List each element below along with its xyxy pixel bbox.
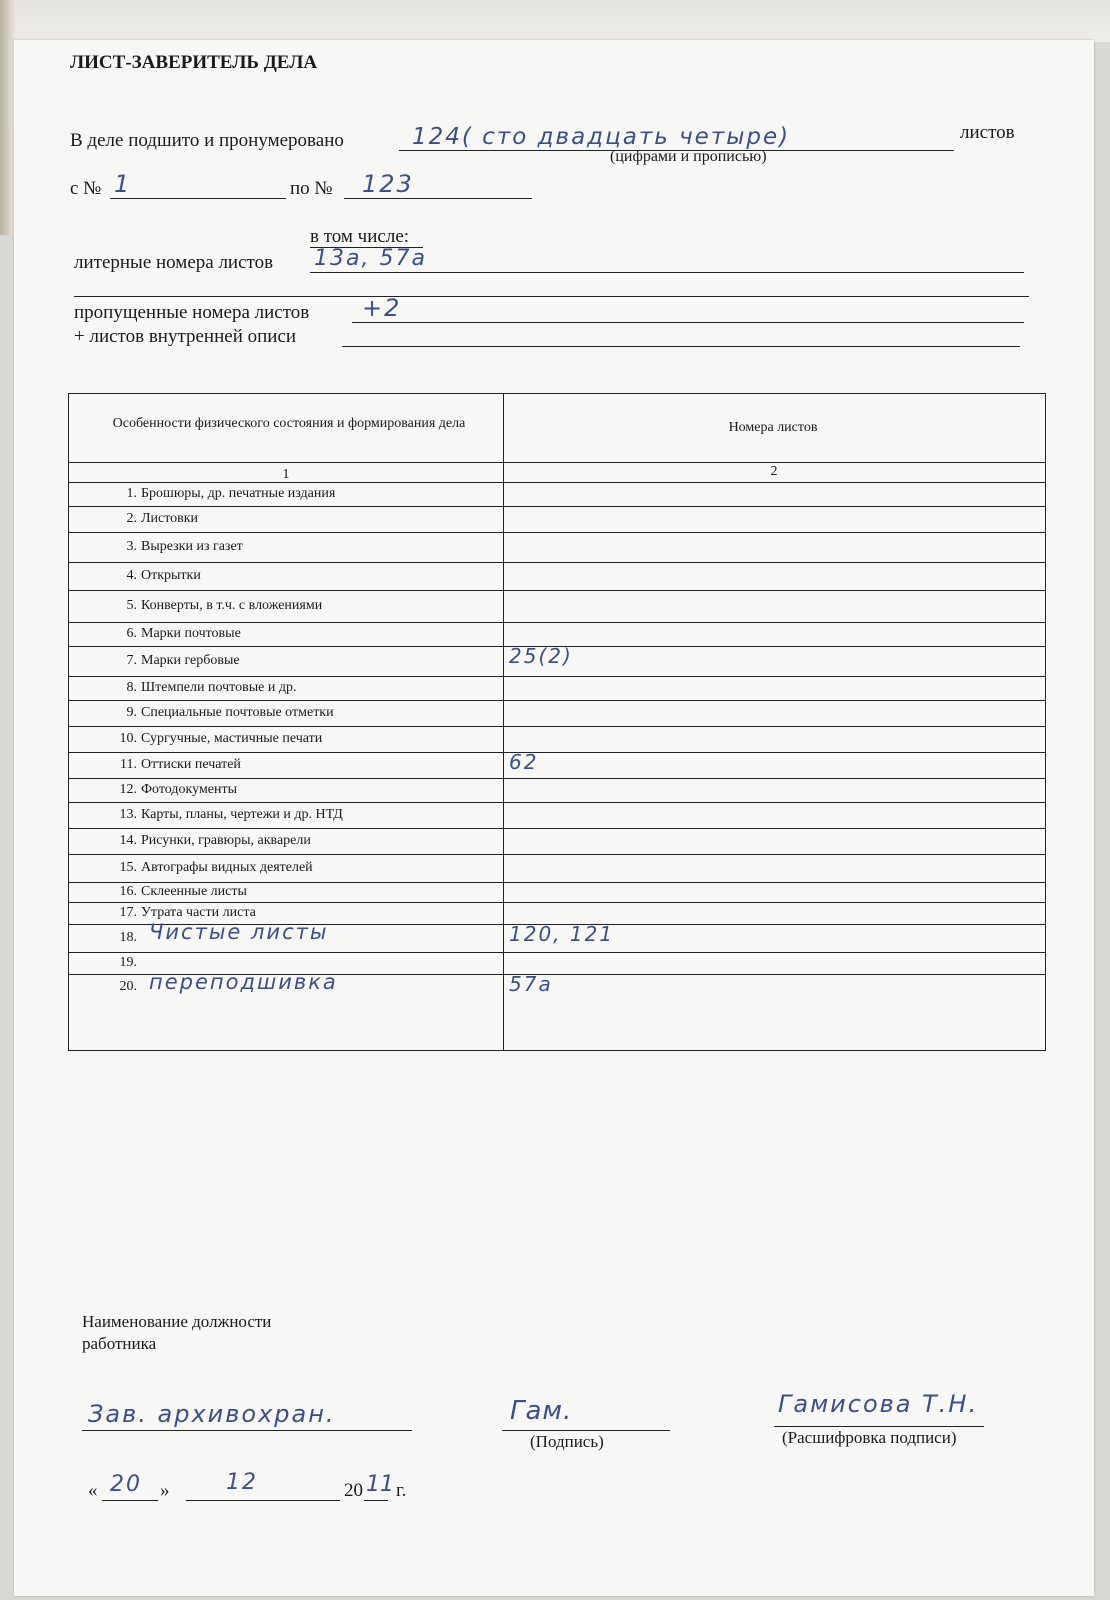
table-row-number: 13. xyxy=(119,806,137,822)
table-row-separator xyxy=(69,854,1045,855)
table-row-sheet-numbers: 62 xyxy=(509,750,539,774)
date-suffix: г. xyxy=(396,1480,407,1501)
table-header-sheet-numbers: Номера листов xyxy=(728,420,818,435)
position-label-line2: работника xyxy=(82,1334,157,1353)
table-row-label: Карты, планы, чертежи и др. НТД xyxy=(141,806,343,822)
document-page xyxy=(14,40,1094,1596)
table-col1-number: 1 xyxy=(282,467,290,482)
missing-numbers-value: +2 xyxy=(362,294,402,322)
table-row-number: 15. xyxy=(119,859,137,875)
table-row-number: 10. xyxy=(119,730,137,746)
stitched-count-handwritten: 124( сто двадцать четыре) xyxy=(412,124,791,150)
signature-underline xyxy=(502,1430,670,1431)
table-row-label: Брошюры, др. печатные издания xyxy=(141,485,336,501)
letter-numbers-value: 13а, 57а xyxy=(314,246,427,271)
range-to-label: по № xyxy=(290,178,333,199)
table-row-separator xyxy=(69,726,1045,727)
letter-numbers-underline xyxy=(310,272,1024,273)
range-from-value: 1 xyxy=(114,170,132,198)
table-row-separator xyxy=(69,952,1045,953)
date-open-quote: « xyxy=(88,1480,98,1501)
table-row-handwritten-label: Чистые листы xyxy=(149,920,329,944)
table-header-separator xyxy=(69,462,1045,463)
table-row-sheet-numbers: 57а xyxy=(509,972,553,996)
table-row-label: Листовки xyxy=(141,510,199,526)
table-row-number: 16. xyxy=(119,883,137,899)
document-title: ЛИСТ-ЗАВЕРИТЕЛЬ ДЕЛА xyxy=(70,52,318,73)
table-row-label: Специальные почтовые отметки xyxy=(141,704,334,720)
table-row-label: Склеенные листы xyxy=(141,883,247,899)
table-row-number: 3. xyxy=(126,538,137,554)
table-row-separator xyxy=(69,802,1045,803)
table-row-number: 14. xyxy=(119,832,137,848)
table-row-separator xyxy=(69,482,1045,483)
table-row-sheet-numbers: 25(2) xyxy=(509,644,573,668)
table-row-label: Оттиски печатей xyxy=(141,756,241,772)
table-row-label: Марки гербовые xyxy=(141,652,240,668)
table-row-separator xyxy=(69,590,1045,591)
date-year-underline xyxy=(364,1500,388,1501)
date-month-underline xyxy=(186,1500,340,1501)
date-close-quote: » xyxy=(160,1480,170,1501)
table-row-label: Фотодокументы xyxy=(141,781,238,797)
table-row-separator xyxy=(69,506,1045,507)
table-row-label: Штемпели почтовые и др. xyxy=(141,679,297,695)
date-month: 12 xyxy=(226,1470,258,1495)
table-row-separator xyxy=(69,532,1045,533)
table-row-number: 5. xyxy=(126,597,137,613)
decoding-underline xyxy=(774,1426,984,1427)
table-row-number: 2. xyxy=(126,510,137,526)
stitched-suffix: листов xyxy=(960,122,1015,143)
range-to-value: 123 xyxy=(362,170,414,198)
table-row-number: 1. xyxy=(126,485,137,501)
table-row-label: Марки почтовые xyxy=(141,625,241,641)
table-row-label: Вырезки из газет xyxy=(141,538,243,554)
table-row-number: 7. xyxy=(126,652,137,668)
table-row-label: Сургучные, мастичные печати xyxy=(141,730,323,746)
table-row-separator xyxy=(69,676,1045,677)
scan-background xyxy=(0,0,1110,42)
table-row-separator xyxy=(69,902,1045,903)
letter-numbers-label: литерные номера листов xyxy=(74,252,274,273)
including-label: в том числе: xyxy=(310,226,410,247)
physical-state-table xyxy=(68,393,1046,1051)
table-row-separator xyxy=(69,828,1045,829)
table-row-label: Открытки xyxy=(141,567,201,583)
table-row-handwritten-label: переподшивка xyxy=(149,970,338,994)
position-underline xyxy=(82,1430,412,1431)
letter-numbers-extra-line xyxy=(74,296,1029,297)
range-to-underline xyxy=(344,198,532,199)
position-label-line1: Наименование должности xyxy=(82,1312,272,1331)
table-row-number: 18. xyxy=(119,929,137,945)
decoding-value: Гамисова Т.Н. xyxy=(778,1390,979,1418)
table-row-number: 11. xyxy=(120,756,137,772)
table-row-label: Утрата части листа xyxy=(141,904,256,920)
table-row-separator xyxy=(69,778,1045,779)
table-row-number: 8. xyxy=(126,679,137,695)
signature-caption: (Подпись) xyxy=(530,1432,604,1451)
position-value: Зав. архивохран. xyxy=(88,1400,336,1428)
table-header-features: Особенности физического состояния и формирования дела xyxy=(112,416,466,431)
table-row-separator xyxy=(69,752,1045,753)
table-row-sheet-numbers: 120, 121 xyxy=(509,922,615,946)
missing-numbers-underline xyxy=(352,322,1024,323)
table-row-number: 19. xyxy=(119,954,137,970)
signature-value: Гам. xyxy=(510,1396,573,1426)
decoding-caption: (Расшифровка подписи) xyxy=(782,1428,957,1447)
inner-inventory-underline xyxy=(342,346,1020,347)
stitched-label: В деле подшито и пронумеровано xyxy=(70,130,344,151)
table-row-number: 4. xyxy=(126,567,137,583)
table-row-separator xyxy=(69,622,1045,623)
range-from-label: с № xyxy=(70,178,102,199)
table-row-number: 20. xyxy=(119,978,137,994)
date-day-underline xyxy=(102,1500,158,1501)
inner-inventory-label: + листов внутренней описи xyxy=(74,326,297,347)
table-row-separator xyxy=(69,562,1045,563)
date-year-prefix: 20 xyxy=(344,1480,363,1501)
table-col2-number: 2 xyxy=(770,464,778,479)
table-row-number: 9. xyxy=(126,704,137,720)
table-row-label: Рисунки, гравюры, акварели xyxy=(141,832,311,848)
table-row-label: Автографы видных деятелей xyxy=(141,859,313,875)
table-row-label: Конверты, в т.ч. с вложениями xyxy=(141,597,323,613)
table-row-number: 12. xyxy=(119,781,137,797)
table-row-number: 17. xyxy=(119,904,137,920)
stitched-hint: (цифрами и прописью) xyxy=(610,148,767,165)
table-row-separator xyxy=(69,700,1045,701)
missing-numbers-label: пропущенные номера листов xyxy=(74,302,310,323)
range-from-underline xyxy=(110,198,286,199)
table-row-number: 6. xyxy=(126,625,137,641)
date-day: 20 xyxy=(110,1472,142,1497)
date-year-value: 11 xyxy=(366,1472,394,1497)
